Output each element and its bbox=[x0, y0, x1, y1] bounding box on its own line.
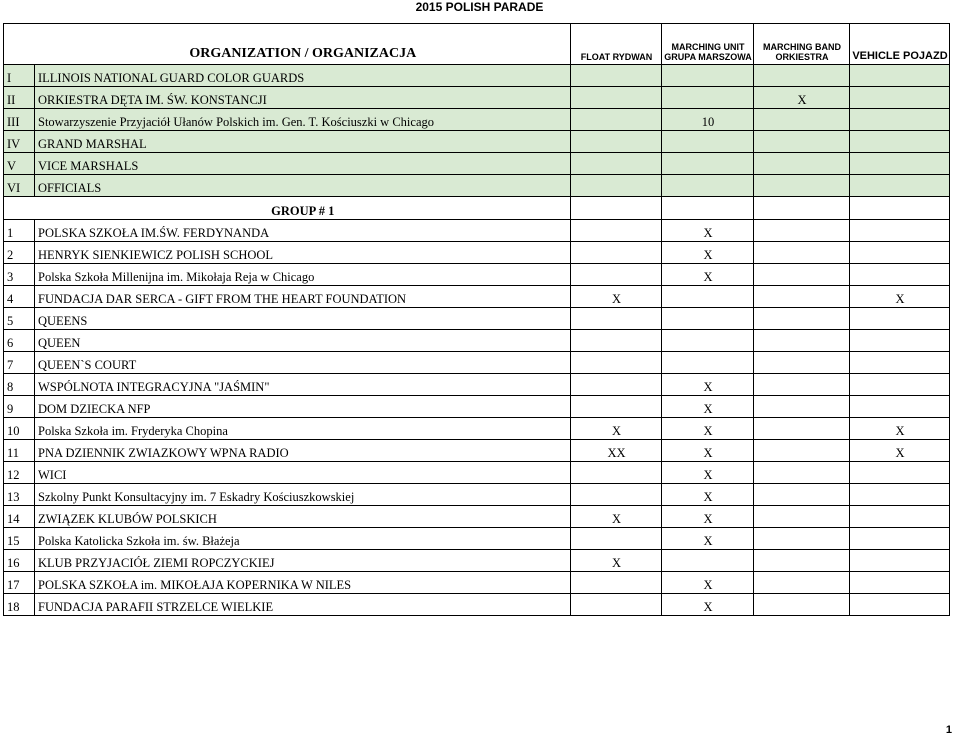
lead-table-row bbox=[4, 131, 950, 153]
table-row bbox=[4, 264, 950, 286]
row-marching-unit-mark bbox=[662, 87, 754, 109]
row-marching-unit-mark: X bbox=[662, 484, 754, 506]
row-marching-band-mark bbox=[754, 484, 850, 506]
page-number: 1 bbox=[945, 724, 952, 736]
row-number: 16 bbox=[4, 550, 35, 572]
header-number-cell bbox=[4, 24, 35, 65]
row-vehicle-mark: X bbox=[850, 286, 950, 308]
row-organization-name: VICE MARSHALS bbox=[35, 153, 571, 175]
row-float-mark: X bbox=[571, 506, 662, 528]
group-empty-cell bbox=[850, 197, 950, 220]
row-organization-name: Polska Katolicka Szkoła im. św. Błażeja bbox=[35, 528, 571, 550]
row-vehicle-mark bbox=[850, 462, 950, 484]
group-row bbox=[4, 197, 950, 220]
row-organization-name: DOM DZIECKA NFP bbox=[35, 396, 571, 418]
row-marching-unit-mark: X bbox=[662, 440, 754, 462]
lead-table-row bbox=[4, 109, 950, 131]
row-vehicle-mark bbox=[850, 484, 950, 506]
row-organization-name: PNA DZIENNIK ZWIAZKOWY WPNA RADIO bbox=[35, 440, 571, 462]
row-number: 6 bbox=[4, 330, 35, 352]
row-organization-name: FUNDACJA PARAFII STRZELCE WIELKIE bbox=[35, 594, 571, 616]
row-organization-name: WICI bbox=[35, 462, 571, 484]
row-vehicle-mark bbox=[850, 109, 950, 131]
table-row bbox=[4, 374, 950, 396]
row-vehicle-mark bbox=[850, 175, 950, 197]
table-row bbox=[4, 462, 950, 484]
row-marching-band-mark bbox=[754, 286, 850, 308]
group-spacer-cell bbox=[4, 197, 35, 220]
row-organization-name: QUEEN bbox=[35, 330, 571, 352]
row-marching-unit-mark: X bbox=[662, 462, 754, 484]
row-float-mark bbox=[571, 109, 662, 131]
row-marching-band-mark bbox=[754, 352, 850, 374]
group-label: GROUP # 1 bbox=[35, 197, 571, 220]
table-row bbox=[4, 506, 950, 528]
row-number: VI bbox=[4, 175, 35, 197]
table-row bbox=[4, 440, 950, 462]
row-marching-band-mark bbox=[754, 528, 850, 550]
row-float-mark bbox=[571, 153, 662, 175]
row-vehicle-mark bbox=[850, 374, 950, 396]
row-marching-unit-mark: X bbox=[662, 594, 754, 616]
row-number: 14 bbox=[4, 506, 35, 528]
row-marching-band-mark bbox=[754, 572, 850, 594]
row-organization-name: QUEEN`S COURT bbox=[35, 352, 571, 374]
group-empty-cell bbox=[662, 197, 754, 220]
table-row bbox=[4, 484, 950, 506]
table-row bbox=[4, 352, 950, 374]
table-row bbox=[4, 308, 950, 330]
row-vehicle-mark bbox=[850, 528, 950, 550]
row-marching-band-mark bbox=[754, 308, 850, 330]
row-marching-band-mark bbox=[754, 396, 850, 418]
row-float-mark bbox=[571, 374, 662, 396]
row-marching-unit-mark: X bbox=[662, 572, 754, 594]
row-number: 15 bbox=[4, 528, 35, 550]
row-marching-unit-mark bbox=[662, 131, 754, 153]
row-marching-unit-mark bbox=[662, 153, 754, 175]
row-marching-band-mark bbox=[754, 462, 850, 484]
row-float-mark bbox=[571, 308, 662, 330]
row-float-mark: X bbox=[571, 550, 662, 572]
row-marching-band-mark bbox=[754, 374, 850, 396]
row-float-mark: X bbox=[571, 286, 662, 308]
header-vehicle: VEHICLE POJAZD bbox=[850, 24, 950, 65]
row-vehicle-mark bbox=[850, 550, 950, 572]
row-number: 5 bbox=[4, 308, 35, 330]
row-organization-name: GRAND MARSHAL bbox=[35, 131, 571, 153]
table-row bbox=[4, 594, 950, 616]
row-float-mark bbox=[571, 242, 662, 264]
row-marching-unit-mark bbox=[662, 65, 754, 87]
row-vehicle-mark bbox=[850, 308, 950, 330]
lead-table-row bbox=[4, 175, 950, 197]
row-number: 11 bbox=[4, 440, 35, 462]
table-row bbox=[4, 550, 950, 572]
row-organization-name: POLSKA SZKOŁA im. MIKOŁAJA KOPERNIKA W NILES bbox=[35, 572, 571, 594]
row-float-mark bbox=[571, 220, 662, 242]
row-vehicle-mark bbox=[850, 506, 950, 528]
row-marching-band-mark bbox=[754, 65, 850, 87]
row-marching-unit-mark: 10 bbox=[662, 109, 754, 131]
row-number: V bbox=[4, 153, 35, 175]
row-organization-name: QUEENS bbox=[35, 308, 571, 330]
row-vehicle-mark bbox=[850, 594, 950, 616]
row-organization-name: ZWIĄZEK KLUBÓW POLSKICH bbox=[35, 506, 571, 528]
row-marching-band-mark: X bbox=[754, 87, 850, 109]
row-float-mark bbox=[571, 330, 662, 352]
group-empty-cell bbox=[754, 197, 850, 220]
row-vehicle-mark bbox=[850, 396, 950, 418]
row-marching-band-mark bbox=[754, 264, 850, 286]
row-organization-name: WSPÓLNOTA INTEGRACYJNA "JAŚMIN" bbox=[35, 374, 571, 396]
row-number: 4 bbox=[4, 286, 35, 308]
row-organization-name: KLUB PRZYJACIÓŁ ZIEMI ROPCZYCKIEJ bbox=[35, 550, 571, 572]
row-float-mark bbox=[571, 528, 662, 550]
row-organization-name: FUNDACJA DAR SERCA - GIFT FROM THE HEART FOUNDATION bbox=[35, 286, 571, 308]
row-float-mark bbox=[571, 594, 662, 616]
row-number: 3 bbox=[4, 264, 35, 286]
row-marching-band-mark bbox=[754, 175, 850, 197]
table-row bbox=[4, 396, 950, 418]
row-marching-unit-mark: X bbox=[662, 220, 754, 242]
lead-table-row bbox=[4, 153, 950, 175]
row-vehicle-mark bbox=[850, 153, 950, 175]
row-number: III bbox=[4, 109, 35, 131]
row-vehicle-mark bbox=[850, 264, 950, 286]
row-vehicle-mark bbox=[850, 242, 950, 264]
row-float-mark bbox=[571, 87, 662, 109]
row-organization-name: ILLINOIS NATIONAL GUARD COLOR GUARDS bbox=[35, 65, 571, 87]
lead-table-row bbox=[4, 87, 950, 109]
row-vehicle-mark bbox=[850, 330, 950, 352]
row-vehicle-mark: X bbox=[850, 418, 950, 440]
row-float-mark bbox=[571, 484, 662, 506]
row-marching-unit-mark bbox=[662, 175, 754, 197]
row-marching-band-mark bbox=[754, 131, 850, 153]
row-vehicle-mark: X bbox=[850, 440, 950, 462]
row-marching-unit-mark bbox=[662, 286, 754, 308]
row-number: 18 bbox=[4, 594, 35, 616]
row-number: 1 bbox=[4, 220, 35, 242]
row-number: I bbox=[4, 65, 35, 87]
row-float-mark bbox=[571, 396, 662, 418]
row-marching-band-mark bbox=[754, 506, 850, 528]
header-float: FLOAT RYDWAN bbox=[571, 24, 662, 65]
row-float-mark: XX bbox=[571, 440, 662, 462]
row-float-mark: X bbox=[571, 418, 662, 440]
row-vehicle-mark bbox=[850, 352, 950, 374]
row-number: 9 bbox=[4, 396, 35, 418]
header-marching-unit: MARCHING UNIT GRUPA MARSZOWA bbox=[662, 24, 754, 65]
row-marching-unit-mark bbox=[662, 352, 754, 374]
row-marching-band-mark bbox=[754, 109, 850, 131]
row-marching-band-mark bbox=[754, 594, 850, 616]
row-marching-unit-mark bbox=[662, 330, 754, 352]
row-marching-unit-mark: X bbox=[662, 396, 754, 418]
row-marching-band-mark bbox=[754, 550, 850, 572]
row-float-mark bbox=[571, 65, 662, 87]
row-marching-unit-mark: X bbox=[662, 374, 754, 396]
table-row bbox=[4, 220, 950, 242]
row-vehicle-mark bbox=[850, 572, 950, 594]
row-marching-unit-mark: X bbox=[662, 528, 754, 550]
table-row bbox=[4, 330, 950, 352]
row-vehicle-mark bbox=[850, 220, 950, 242]
page-title: 2015 POLISH PARADE bbox=[415, 0, 544, 14]
table-row bbox=[4, 286, 950, 308]
row-vehicle-mark bbox=[850, 131, 950, 153]
row-marching-band-mark bbox=[754, 418, 850, 440]
table-row bbox=[4, 242, 950, 264]
header-row bbox=[4, 24, 950, 65]
row-organization-name: HENRYK SIENKIEWICZ POLISH SCHOOL bbox=[35, 242, 571, 264]
row-float-mark bbox=[571, 352, 662, 374]
row-organization-name: Polska Szkoła im. Fryderyka Chopina bbox=[35, 418, 571, 440]
row-number: 10 bbox=[4, 418, 35, 440]
row-float-mark bbox=[571, 131, 662, 153]
row-marching-band-mark bbox=[754, 440, 850, 462]
row-vehicle-mark bbox=[850, 87, 950, 109]
row-float-mark bbox=[571, 462, 662, 484]
row-marching-band-mark bbox=[754, 330, 850, 352]
row-number: 17 bbox=[4, 572, 35, 594]
row-number: 8 bbox=[4, 374, 35, 396]
row-float-mark bbox=[571, 175, 662, 197]
row-number: IV bbox=[4, 131, 35, 153]
row-organization-name: OFFICIALS bbox=[35, 175, 571, 197]
row-float-mark bbox=[571, 264, 662, 286]
lead-table-row bbox=[4, 65, 950, 87]
table-row bbox=[4, 418, 950, 440]
row-marching-unit-mark bbox=[662, 550, 754, 572]
row-number: 7 bbox=[4, 352, 35, 374]
row-number: 12 bbox=[4, 462, 35, 484]
row-marching-unit-mark: X bbox=[662, 264, 754, 286]
row-marching-unit-mark: X bbox=[662, 242, 754, 264]
row-marching-unit-mark: X bbox=[662, 506, 754, 528]
row-number: II bbox=[4, 87, 35, 109]
header-organization: ORGANIZATION / ORGANIZACJA bbox=[35, 24, 571, 65]
row-float-mark bbox=[571, 572, 662, 594]
row-number: 13 bbox=[4, 484, 35, 506]
table-row bbox=[4, 572, 950, 594]
row-marching-band-mark bbox=[754, 153, 850, 175]
table-row bbox=[4, 528, 950, 550]
row-organization-name: Stowarzyszenie Przyjaciół Ułanów Polskich im. Gen. T. Kościuszki w Chicago bbox=[35, 109, 571, 131]
parade-table bbox=[3, 23, 950, 616]
group-empty-cell bbox=[571, 197, 662, 220]
row-marching-unit-mark bbox=[662, 308, 754, 330]
header-marching-band: MARCHING BAND ORKIESTRA bbox=[754, 24, 850, 65]
row-organization-name: Szkolny Punkt Konsultacyjny im. 7 Eskadry Kościuszkowskiej bbox=[35, 484, 571, 506]
row-marching-band-mark bbox=[754, 220, 850, 242]
row-marching-unit-mark: X bbox=[662, 418, 754, 440]
row-number: 2 bbox=[4, 242, 35, 264]
row-organization-name: POLSKA SZKOŁA IM.ŚW. FERDYNANDA bbox=[35, 220, 571, 242]
row-vehicle-mark bbox=[850, 65, 950, 87]
row-marching-band-mark bbox=[754, 242, 850, 264]
row-organization-name: ORKIESTRA DĘTA IM. ŚW. KONSTANCJI bbox=[35, 87, 571, 109]
row-organization-name: Polska Szkoła Millenijna im. Mikołaja Reja w Chicago bbox=[35, 264, 571, 286]
